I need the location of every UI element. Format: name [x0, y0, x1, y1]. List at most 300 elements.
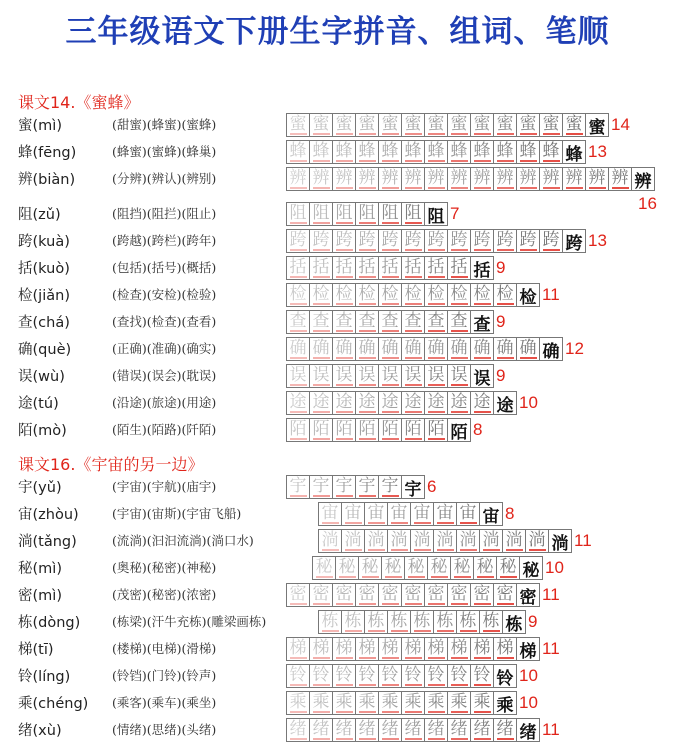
stroke-step-box	[470, 583, 494, 607]
stroke-step-glyph: 铃	[450, 665, 468, 685]
stroke-step-glyph: 括	[450, 257, 468, 277]
stroke-step-glyph: 跨	[404, 230, 422, 250]
stroke-step-box	[424, 337, 448, 361]
stroke-step-box	[286, 283, 310, 307]
stroke-step-glyph: 蜜	[358, 114, 376, 134]
stroke-step-glyph: 蜂	[381, 141, 399, 161]
stroke-step-glyph: 密	[335, 584, 353, 604]
stroke-step-glyph: 梯	[450, 638, 468, 658]
stroke-step-glyph: 确	[496, 338, 514, 358]
stroke-order-strip	[286, 390, 538, 416]
stroke-step-glyph: 淌	[505, 530, 523, 550]
char-row	[0, 309, 675, 336]
stroke-step-box	[562, 140, 586, 164]
stroke-step-glyph: 淌	[413, 530, 431, 550]
stroke-step-glyph: 梯	[519, 641, 537, 661]
stroke-step-box	[355, 167, 379, 191]
char-pinyin	[18, 665, 114, 686]
stroke-step-glyph: 辨	[496, 168, 514, 188]
stroke-step-box	[378, 202, 402, 226]
char-glyph: 括	[18, 261, 33, 277]
stroke-step-box	[332, 229, 356, 253]
stroke-step-glyph: 梯	[358, 638, 376, 658]
word-list: (检查)(安检)(检验)	[112, 287, 217, 302]
pinyin: mì	[38, 588, 57, 604]
char-glyph: 乘	[18, 696, 33, 712]
stroke-step-box	[355, 229, 379, 253]
stroke-step-glyph: 乘	[312, 692, 330, 712]
stroke-step-box	[539, 140, 563, 164]
stroke-step-box	[447, 583, 471, 607]
char-row	[0, 717, 675, 744]
char-glyph: 梯	[18, 642, 33, 658]
stroke-step-glyph: 乘	[381, 692, 399, 712]
stroke-step-box	[404, 556, 428, 580]
stroke-step-box	[401, 310, 425, 334]
paren: )	[56, 118, 62, 134]
stroke-step-glyph: 蜂	[404, 141, 422, 161]
stroke-step-box	[424, 418, 448, 442]
stroke-step-box	[401, 202, 425, 226]
stroke-step-box	[378, 475, 402, 499]
pinyin: mò	[38, 423, 62, 439]
char-glyph: 辨	[18, 172, 33, 188]
stroke-step-glyph: 蜂	[519, 141, 537, 161]
stroke-step-glyph: 查	[335, 311, 353, 331]
stroke-step-box	[332, 664, 356, 688]
stroke-step-box	[493, 337, 517, 361]
stroke-step-glyph: 宙	[367, 503, 385, 523]
stroke-step-glyph: 蜜	[289, 114, 307, 134]
stroke-step-glyph: 辨	[427, 168, 445, 188]
stroke-step-glyph: 蜜	[519, 114, 537, 134]
stroke-step-box	[519, 556, 543, 580]
char-glyph: 铃	[18, 669, 33, 685]
stroke-step-glyph: 辨	[312, 168, 330, 188]
stroke-step-glyph: 宙	[413, 503, 431, 523]
stroke-step-box	[309, 113, 333, 137]
stroke-step-box	[493, 718, 517, 742]
stroke-step-box	[332, 718, 356, 742]
paren: (	[32, 696, 39, 712]
stroke-step-box	[493, 113, 517, 137]
word-list: (宇宙)(宇航)(庙宇)	[112, 479, 217, 494]
stroke-step-glyph: 陌	[335, 419, 353, 439]
stroke-step-box	[341, 529, 365, 553]
paren: (	[32, 145, 39, 161]
stroke-step-box	[539, 337, 563, 361]
stroke-step-glyph: 宙	[321, 503, 339, 523]
paren: (	[32, 234, 39, 250]
stroke-step-glyph: 栋	[390, 611, 408, 631]
paren: (	[32, 315, 39, 331]
stroke-step-box	[309, 202, 333, 226]
stroke-step-glyph: 跨	[381, 230, 399, 250]
stroke-step-box	[378, 310, 402, 334]
stroke-order-strip	[286, 336, 584, 362]
stroke-step-box	[502, 610, 526, 634]
stroke-step-box	[332, 256, 356, 280]
stroke-step-box	[309, 310, 333, 334]
stroke-step-glyph: 确	[519, 338, 537, 358]
stroke-step-glyph: 绪	[496, 719, 514, 739]
word-list: (阻挡)(阻拦)(阻止)	[112, 206, 217, 221]
char-glyph: 秘	[18, 561, 33, 577]
stroke-step-box	[424, 718, 448, 742]
stroke-step-glyph: 蜜	[335, 114, 353, 134]
char-pinyin	[18, 392, 114, 413]
stroke-step-glyph: 跨	[496, 230, 514, 250]
pinyin: zǔ	[38, 207, 55, 223]
stroke-order-strip	[286, 417, 482, 443]
stroke-step-glyph: 淌	[390, 530, 408, 550]
stroke-step-box	[381, 556, 405, 580]
char-row	[0, 112, 675, 139]
stroke-step-box	[447, 718, 471, 742]
stroke-step-box	[309, 637, 333, 661]
stroke-step-glyph: 阻	[335, 203, 353, 223]
stroke-step-box	[447, 283, 471, 307]
stroke-step-box	[378, 691, 402, 715]
paren: (	[32, 507, 39, 523]
stroke-step-glyph: 括	[312, 257, 330, 277]
pinyin: yǔ	[38, 480, 56, 496]
paren: )	[64, 315, 70, 331]
stroke-step-glyph: 梯	[496, 638, 514, 658]
char-glyph: 跨	[18, 234, 33, 250]
stroke-step-glyph: 括	[358, 257, 376, 277]
stroke-step-glyph: 阻	[358, 203, 376, 223]
stroke-step-glyph: 蜂	[312, 141, 330, 161]
stroke-step-box	[424, 310, 448, 334]
stroke-step-box	[450, 556, 474, 580]
stroke-count: 10	[519, 693, 538, 712]
paren: (	[32, 669, 39, 685]
stroke-count: 8	[473, 420, 483, 439]
stroke-step-box	[286, 202, 310, 226]
stroke-step-box	[424, 391, 448, 415]
stroke-step-box	[424, 637, 448, 661]
paren: )	[74, 615, 81, 631]
stroke-step-box	[424, 664, 448, 688]
stroke-step-glyph: 密	[404, 584, 422, 604]
stroke-step-box	[401, 113, 425, 137]
stroke-step-glyph: 检	[381, 284, 399, 304]
stroke-step-glyph: 检	[496, 284, 514, 304]
stroke-step-box	[493, 691, 517, 715]
stroke-step-box	[378, 391, 402, 415]
stroke-step-box	[516, 229, 540, 253]
char-pinyin	[18, 257, 114, 278]
stroke-step-glyph: 检	[335, 284, 353, 304]
stroke-step-glyph: 检	[450, 284, 468, 304]
stroke-step-box	[493, 637, 517, 661]
stroke-step-box	[401, 283, 425, 307]
word-list: (乘客)(乘车)(乘坐)	[112, 695, 217, 710]
stroke-step-glyph: 淌	[436, 530, 454, 550]
stroke-step-box	[516, 113, 540, 137]
stroke-step-box	[401, 718, 425, 742]
stroke-step-glyph: 铃	[335, 665, 353, 685]
stroke-step-box	[358, 556, 382, 580]
stroke-step-box	[387, 502, 411, 526]
stroke-step-box	[378, 364, 402, 388]
paren: )	[70, 145, 77, 161]
stroke-step-box	[286, 637, 310, 661]
stroke-step-glyph: 查	[450, 311, 468, 331]
stroke-step-box	[424, 283, 448, 307]
stroke-step-glyph: 秘	[430, 557, 448, 577]
stroke-step-glyph: 检	[519, 287, 537, 307]
paren: (	[32, 423, 39, 439]
stroke-count: 16	[638, 194, 657, 213]
paren: )	[47, 642, 54, 658]
paren: )	[53, 396, 59, 412]
stroke-step-box	[433, 502, 457, 526]
stroke-step-box	[447, 167, 471, 191]
stroke-step-box	[355, 664, 379, 688]
stroke-step-glyph: 辨	[588, 168, 606, 188]
stroke-step-glyph: 乘	[496, 695, 514, 715]
stroke-step-glyph: 秘	[522, 560, 540, 580]
stroke-step-box	[585, 113, 609, 137]
stroke-step-box	[493, 391, 517, 415]
stroke-step-glyph: 淌	[528, 530, 546, 550]
stroke-step-glyph: 淌	[367, 530, 385, 550]
char-pinyin	[18, 203, 114, 224]
pinyin: zhòu	[38, 507, 74, 523]
stroke-step-box	[456, 502, 480, 526]
stroke-step-box	[309, 167, 333, 191]
paren: (	[32, 723, 39, 739]
paren: (	[32, 172, 39, 188]
stroke-step-glyph: 辨	[381, 168, 399, 188]
char-glyph: 阻	[18, 207, 33, 223]
stroke-step-box	[378, 418, 402, 442]
stroke-count: 13	[588, 142, 607, 161]
paren: )	[64, 234, 70, 250]
pinyin: tī	[38, 642, 48, 658]
stroke-step-box	[332, 337, 356, 361]
stroke-step-box	[286, 418, 310, 442]
paren: )	[54, 207, 61, 223]
word-list: (铃铛)(门铃)(铃声)	[112, 668, 217, 683]
stroke-order-strip	[286, 255, 505, 281]
stroke-count: 11	[574, 531, 592, 550]
stroke-step-box	[286, 391, 310, 415]
stroke-step-box	[401, 229, 425, 253]
stroke-step-box	[318, 529, 342, 553]
stroke-step-glyph: 密	[496, 584, 514, 604]
stroke-step-box	[470, 391, 494, 415]
stroke-step-glyph: 乘	[450, 692, 468, 712]
stroke-step-box	[309, 283, 333, 307]
stroke-step-box	[562, 167, 586, 191]
stroke-step-box	[286, 167, 310, 191]
section-title: 课文16.《宇宙的另一边》	[18, 455, 204, 474]
stroke-step-glyph: 途	[427, 392, 445, 412]
paren: )	[73, 507, 79, 523]
char-row	[0, 282, 675, 309]
stroke-step-glyph: 秘	[407, 557, 425, 577]
stroke-order-strip	[286, 474, 436, 500]
stroke-step-glyph: 括	[381, 257, 399, 277]
stroke-step-box	[332, 691, 356, 715]
stroke-step-glyph: 途	[496, 395, 514, 415]
stroke-order-strip	[318, 528, 592, 554]
stroke-step-box	[378, 229, 402, 253]
stroke-step-box	[516, 140, 540, 164]
stroke-step-glyph: 密	[473, 584, 491, 604]
stroke-step-box	[378, 583, 402, 607]
stroke-step-glyph: 陌	[427, 419, 445, 439]
stroke-order-strip	[286, 166, 655, 192]
char-row	[0, 636, 675, 663]
stroke-step-glyph: 蜜	[542, 114, 560, 134]
stroke-step-glyph: 误	[289, 365, 307, 385]
stroke-step-glyph: 宇	[381, 476, 399, 496]
stroke-step-glyph: 宙	[344, 503, 362, 523]
stroke-step-box	[286, 664, 310, 688]
stroke-step-glyph: 宇	[404, 479, 422, 499]
stroke-step-glyph: 绪	[519, 722, 537, 742]
stroke-order-strip	[312, 555, 564, 581]
stroke-step-glyph: 蜜	[473, 114, 491, 134]
stroke-step-box	[364, 502, 388, 526]
stroke-step-glyph: 确	[312, 338, 330, 358]
stroke-step-box	[516, 637, 540, 661]
stroke-step-glyph: 误	[427, 365, 445, 385]
paren: )	[82, 696, 89, 712]
stroke-step-glyph: 栋	[413, 611, 431, 631]
stroke-step-box	[470, 256, 494, 280]
stroke-step-box	[401, 391, 425, 415]
stroke-count: 11	[542, 720, 560, 739]
stroke-step-glyph: 宇	[358, 476, 376, 496]
char-row	[0, 663, 675, 690]
stroke-step-glyph: 阻	[381, 203, 399, 223]
char-glyph: 蜂	[18, 145, 33, 161]
stroke-step-glyph: 辨	[519, 168, 537, 188]
stroke-step-box	[470, 364, 494, 388]
stroke-step-glyph: 误	[473, 368, 491, 388]
stroke-step-box	[447, 229, 471, 253]
stroke-step-box	[424, 691, 448, 715]
stroke-step-glyph: 绪	[473, 719, 491, 739]
char-pinyin	[18, 114, 114, 135]
stroke-step-box	[424, 229, 448, 253]
stroke-step-glyph: 误	[358, 365, 376, 385]
stroke-step-box	[355, 691, 379, 715]
stroke-step-box	[447, 418, 471, 442]
stroke-step-box	[335, 556, 359, 580]
char-pinyin	[18, 692, 114, 713]
stroke-step-glyph: 途	[289, 392, 307, 412]
stroke-step-box	[427, 556, 451, 580]
paren: )	[64, 261, 70, 277]
stroke-step-box	[309, 391, 333, 415]
stroke-step-glyph: 误	[312, 365, 330, 385]
stroke-step-box	[401, 364, 425, 388]
stroke-step-glyph: 秘	[338, 557, 356, 577]
stroke-step-glyph: 阻	[312, 203, 330, 223]
stroke-step-glyph: 宙	[436, 503, 454, 523]
word-list: (宇宙)(宙斯)(宇宙飞船)	[112, 506, 242, 521]
paren: (	[32, 561, 39, 577]
stroke-step-box	[332, 167, 356, 191]
stroke-step-glyph: 括	[289, 257, 307, 277]
stroke-step-glyph: 栋	[367, 611, 385, 631]
stroke-step-box	[470, 140, 494, 164]
word-list: (流淌)(汩汩流淌)(淌口水)	[112, 533, 254, 548]
paren: (	[32, 588, 39, 604]
stroke-step-box	[378, 140, 402, 164]
char-pinyin	[18, 311, 114, 332]
stroke-step-box	[470, 310, 494, 334]
stroke-step-box	[470, 283, 494, 307]
char-pinyin	[18, 365, 114, 386]
stroke-step-glyph: 确	[542, 341, 560, 361]
stroke-step-glyph: 乘	[427, 692, 445, 712]
stroke-step-glyph: 途	[450, 392, 468, 412]
stroke-step-glyph: 栋	[436, 611, 454, 631]
stroke-step-box	[424, 167, 448, 191]
stroke-step-glyph: 括	[335, 257, 353, 277]
stroke-step-glyph: 铃	[358, 665, 376, 685]
stroke-step-glyph: 宇	[335, 476, 353, 496]
stroke-step-glyph: 途	[358, 392, 376, 412]
stroke-step-box	[539, 229, 563, 253]
stroke-step-glyph: 陌	[381, 419, 399, 439]
stroke-step-glyph: 跨	[473, 230, 491, 250]
stroke-step-glyph: 确	[473, 338, 491, 358]
char-pinyin	[18, 638, 114, 659]
stroke-step-glyph: 栋	[482, 611, 500, 631]
stroke-step-glyph: 辨	[450, 168, 468, 188]
stroke-step-glyph: 铃	[473, 665, 491, 685]
stroke-step-glyph: 检	[312, 284, 330, 304]
word-list: (沿途)(旅途)(用途)	[112, 395, 217, 410]
stroke-step-glyph: 陌	[312, 419, 330, 439]
stroke-step-box	[378, 337, 402, 361]
stroke-step-box	[433, 610, 457, 634]
paren: (	[32, 369, 39, 385]
stroke-step-glyph: 括	[473, 260, 491, 280]
stroke-step-box	[447, 256, 471, 280]
stroke-step-glyph: 括	[404, 257, 422, 277]
stroke-step-glyph: 蜂	[335, 141, 353, 161]
stroke-step-box	[493, 283, 517, 307]
stroke-order-strip	[286, 282, 560, 308]
stroke-step-glyph: 铃	[404, 665, 422, 685]
stroke-step-glyph: 宙	[482, 506, 500, 526]
stroke-step-box	[309, 718, 333, 742]
stroke-step-box	[470, 718, 494, 742]
stroke-step-box	[447, 691, 471, 715]
stroke-step-glyph: 绪	[427, 719, 445, 739]
stroke-step-glyph: 梯	[427, 638, 445, 658]
stroke-step-box	[309, 337, 333, 361]
char-row	[0, 474, 675, 501]
stroke-step-glyph: 蜜	[496, 114, 514, 134]
stroke-step-box	[496, 556, 520, 580]
stroke-step-glyph: 检	[473, 284, 491, 304]
char-pinyin	[18, 557, 114, 578]
stroke-count: 10	[519, 393, 538, 412]
paren: (	[32, 480, 39, 496]
char-pinyin	[18, 141, 114, 162]
stroke-step-box	[387, 529, 411, 553]
